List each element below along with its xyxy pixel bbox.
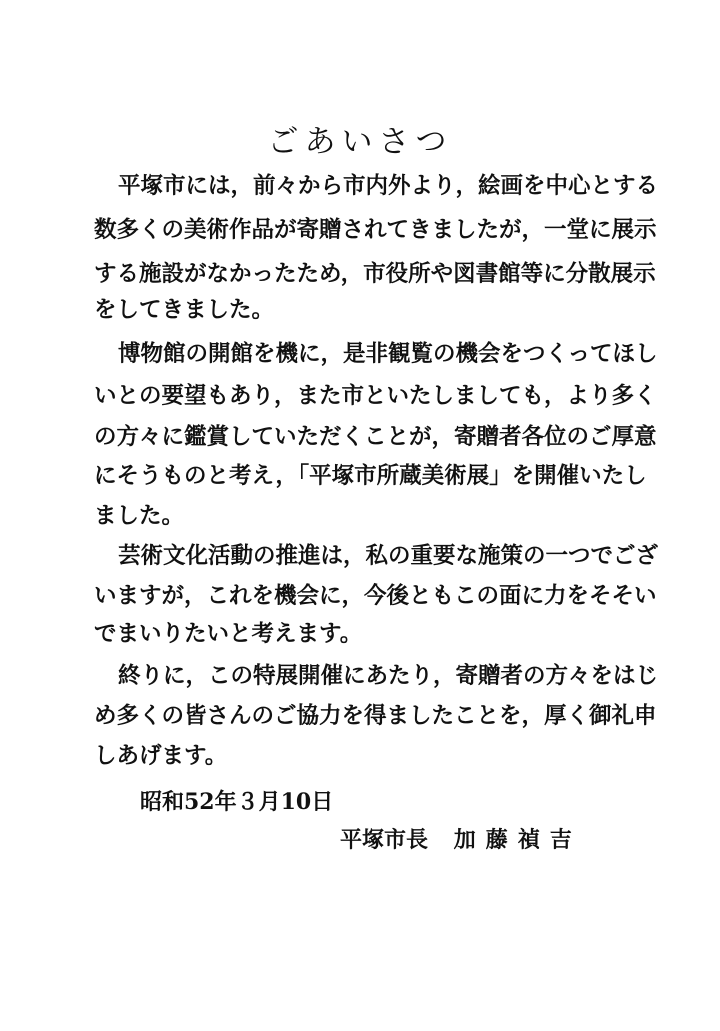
signature-block <box>340 826 582 854</box>
paragraph-3-line-2: いますが，これを機会に，今後ともこの面に力をそそい <box>94 583 657 609</box>
paragraph-3-line-1: 芸術文化活動の推進は，私の重要な施策の一つでござ <box>118 543 659 569</box>
paragraph-2-line-3: の方々に鑑賞していただくことが，寄贈者各位のご厚意 <box>94 424 657 450</box>
document-date: 昭和52年３月10日 <box>140 789 334 815</box>
paragraph-1-line-4: をしてきました。 <box>94 297 275 323</box>
paragraph-2-line-4: にそうものと考え，「平塚市所蔵美術展」を開催いたし <box>94 463 647 489</box>
paragraph-2-line-5: ました。 <box>94 503 185 529</box>
paragraph-1-line-2: 数多くの美術作品が寄贈されてきましたが，一堂に展示 <box>94 217 657 243</box>
paragraph-1-line-3: する施設がなかったため，市役所や図書館等に分散展示 <box>94 261 656 287</box>
paragraph-4-line-1: 終りに，この特展開催にあたり，寄贈者の方々をはじ <box>118 663 659 689</box>
paragraph-1-line-1: 平塚市には，前々から市内外より，絵画を中心とする <box>118 173 659 199</box>
paragraph-3-line-3: でまいりたいと考えます。 <box>94 621 363 647</box>
paragraph-4-line-3: しあげます。 <box>94 743 228 769</box>
paragraph-4-line-2: め多くの皆さんのご協力を得ましたことを，厚く御礼申 <box>94 703 657 729</box>
signature-name: 加藤禎吉 <box>453 827 582 853</box>
page-title: ごあいさつ <box>267 124 453 160</box>
paragraph-2-line-1: 博物館の開館を機に，是非観覧の機会をつくってほし <box>118 341 658 367</box>
signature-title: 平塚市長 <box>340 827 429 853</box>
paragraph-2-line-2: いとの要望もあり，また市といたしましても，より多く <box>94 383 657 409</box>
